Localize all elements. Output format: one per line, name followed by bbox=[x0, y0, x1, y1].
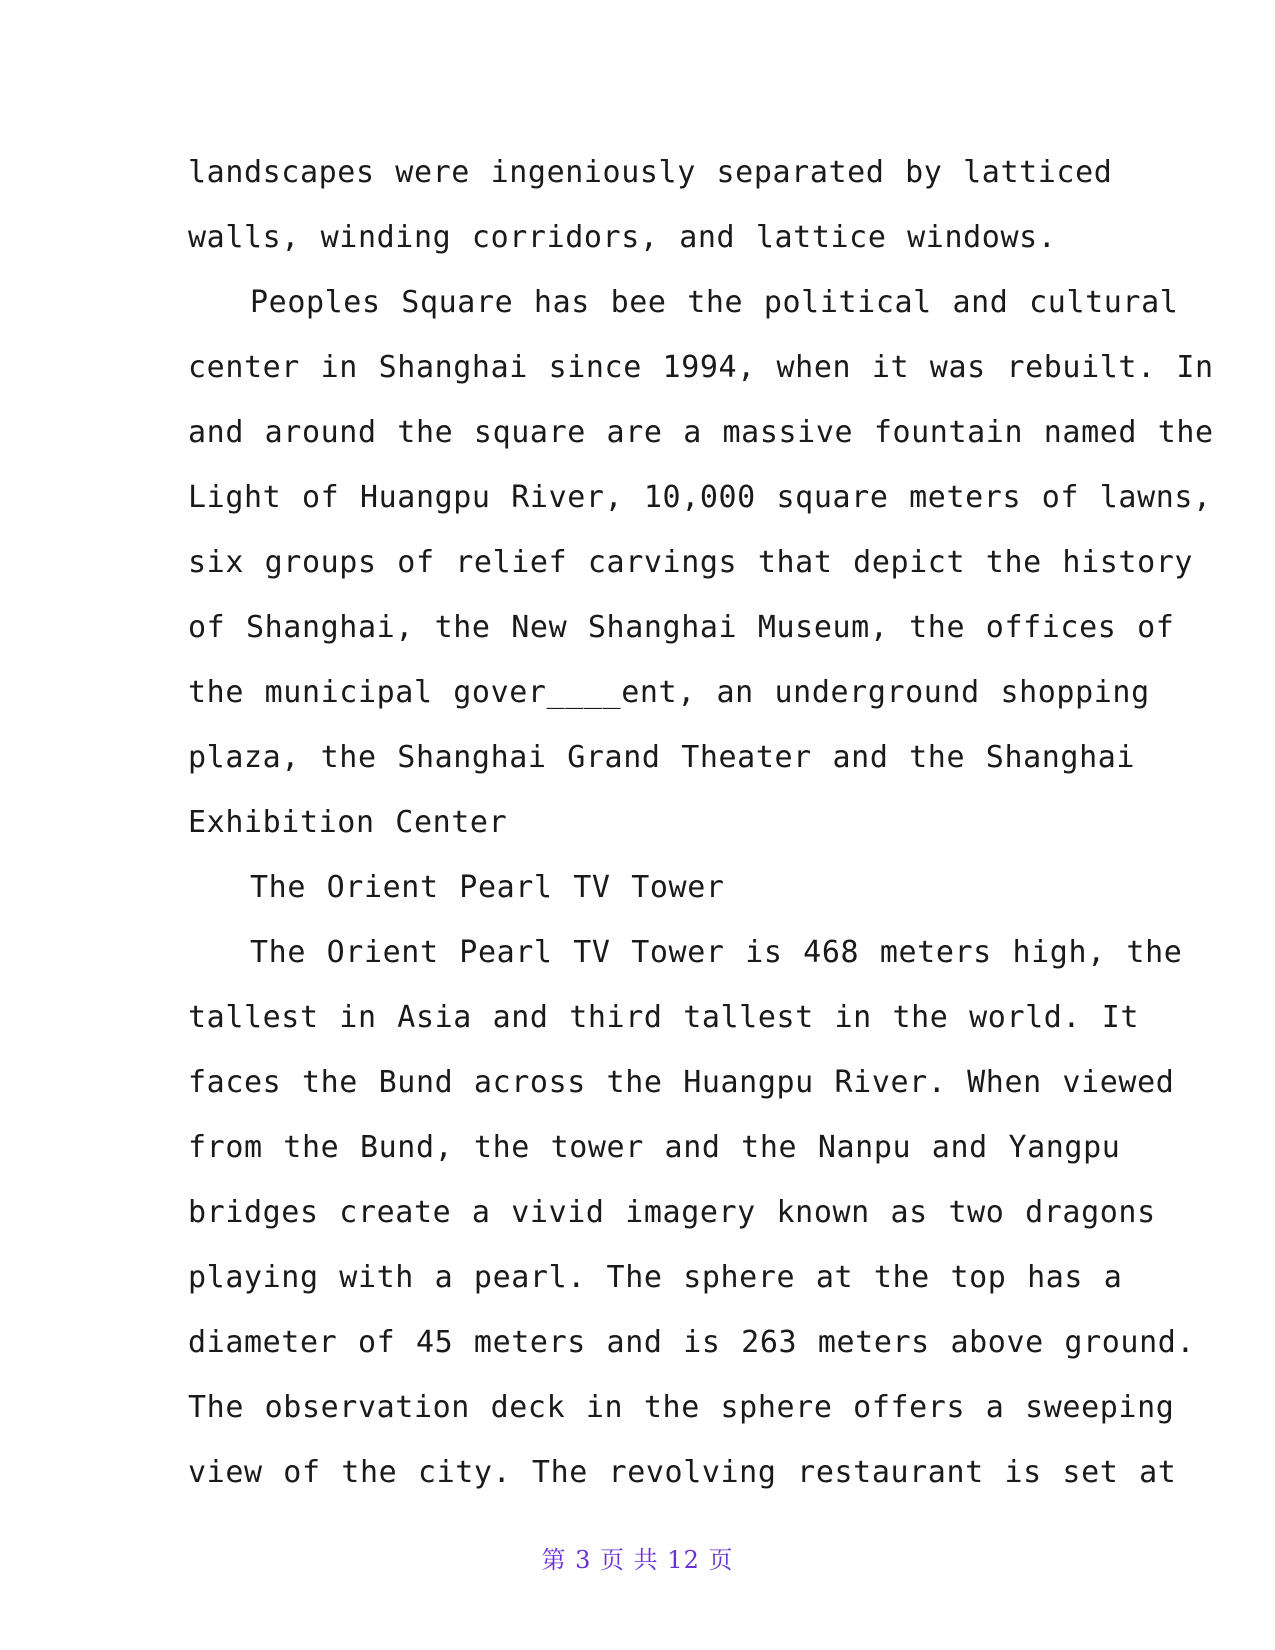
text-line: six groups of relief carvings that depict the history bbox=[188, 545, 1194, 580]
paragraph-start-line: The Orient Pearl TV Tower is 468 meters high, the bbox=[250, 935, 1183, 970]
text-line: landscapes were ingeniously separated by latticed bbox=[188, 155, 1113, 190]
paragraph-start-line: Peoples Square has bee the political and cultural bbox=[250, 285, 1179, 320]
body-text bbox=[188, 140, 1214, 1505]
text-line: view of the city. The revolving restaurant is set at bbox=[188, 1455, 1177, 1490]
text-line: and around the square are a massive fountain named the bbox=[188, 415, 1214, 450]
text-line: diameter of 45 meters and is 263 meters above ground. bbox=[188, 1325, 1196, 1360]
section-heading: The Orient Pearl TV Tower bbox=[250, 870, 725, 905]
text-line: plaza, the Shanghai Grand Theater and the Shanghai bbox=[188, 740, 1136, 775]
text-line: tallest in Asia and third tallest in the world. It bbox=[188, 1000, 1140, 1035]
text-line: Exhibition Center bbox=[188, 805, 508, 840]
text-line: of Shanghai, the New Shanghai Museum, the offices of bbox=[188, 610, 1175, 645]
text-line: from the Bund, the tower and the Nanpu and Yangpu bbox=[188, 1130, 1121, 1165]
text-line: playing with a pearl. The sphere at the top has a bbox=[188, 1260, 1123, 1295]
text-line: bridges create a vivid imagery known as two dragons bbox=[188, 1195, 1156, 1230]
text-line: walls, winding corridors, and lattice windows. bbox=[188, 220, 1057, 255]
text-line: faces the Bund across the Huangpu River. When viewed bbox=[188, 1065, 1175, 1100]
page-number-footer: 第 3 页 共 12 页 bbox=[541, 1546, 734, 1574]
text-line: center in Shanghai since 1994, when it was rebuilt. In bbox=[188, 350, 1214, 385]
text-line: The observation deck in the sphere offers a sweeping bbox=[188, 1390, 1175, 1425]
text-line: Light of Huangpu River, 10,000 square meters of lawns, bbox=[188, 480, 1212, 515]
text-line: the municipal gover____ent, an underground shopping bbox=[188, 675, 1150, 710]
